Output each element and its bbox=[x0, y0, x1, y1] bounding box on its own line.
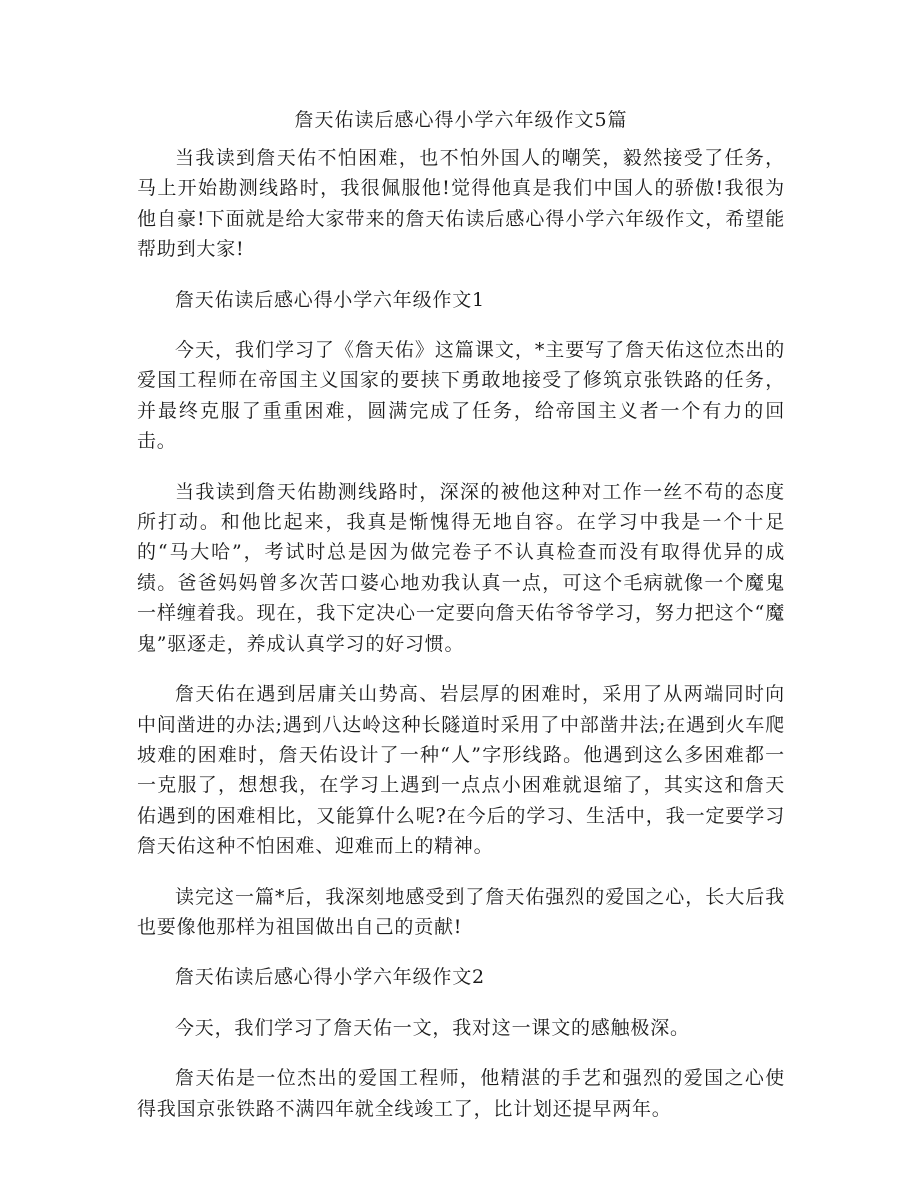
essay-2-paragraph-1: 今天，我们学习了詹天佑一文，我对这一课文的感触极深。 bbox=[175, 1016, 690, 1039]
document-title: 詹天佑读后感心得小学六年级作文5篇 bbox=[294, 109, 628, 131]
document-page bbox=[137, 105, 785, 1144]
essay-1-paragraph-2: 当我读到詹天佑勘测线路时，深深的被他这种对工作一丝不苟的态度所打动。和他比起来，我真是惭愧得无地自容。在学习中我是一个十足的“马大哈”，考试时总是因为做完卷子不认真检查而没有取得优异的成绩。爸爸妈妈曾多次苦口婆心地劝我认真一点，可这个毛病就像一个魔鬼一样缠着我。现在，我下定决心一定要向詹天佑爷爷学习，努力把这个“魔鬼”驱逐走，养成认真学习的好习惯。 bbox=[137, 480, 785, 655]
essay-1-paragraph-4: 读完这一篇*后，我深刻地感受到了詹天佑强烈的爱国之心，长大后我也要像他那样为祖国做出自己的贡献! bbox=[137, 885, 785, 938]
essay-1-paragraph-3: 詹天佑在遇到居庸关山势高、岩层厚的困难时，采用了从两端同时向中间凿进的办法;遇到八达岭这种长隧道时采用了中部凿井法;在遇到火车爬坡难的困难时，詹天佑设计了一种“人”字形线路。他遇到这么多困难都一一克服了，想想我，在学习上遇到一点点小困难就退缩了，其实这和詹天佑遇到的困难相比，又能算什么呢?在今后的学习、生活中，我一定要学习詹天佑这种不怕困难、迎难而上的精神。 bbox=[137, 683, 786, 858]
intro-paragraph: 当我读到詹天佑不怕困难，也不怕外国人的嘲笑，毅然接受了任务，马上开始勘测线路时，我很佩服他!觉得他真是我们中国人的骄傲!我很为他自豪!下面就是给大家带来的詹天佑读后感心得小学六年级作文，希望能帮助到大家! bbox=[137, 147, 785, 261]
essay-2-paragraph-2: 詹天佑是一位杰出的爱国工程师，他精湛的手艺和强烈的爱国之心使得我国京张铁路不满四年就全线竣工了，比计划还提早两年。 bbox=[137, 1067, 785, 1120]
essay-1-heading: 詹天佑读后感心得小学六年级作文1 bbox=[175, 288, 485, 311]
essay-2-heading: 詹天佑读后感心得小学六年级作文2 bbox=[175, 966, 485, 989]
essay-1-paragraph-1: 今天，我们学习了《詹天佑》这篇课文，*主要写了詹天佑这位杰出的爱国工程师在帝国主义国家的要挟下勇敢地接受了修筑京张铁路的任务，并最终克服了重重困难，圆满完成了任务，给帝国主义者一个有力的回击。 bbox=[137, 339, 785, 453]
